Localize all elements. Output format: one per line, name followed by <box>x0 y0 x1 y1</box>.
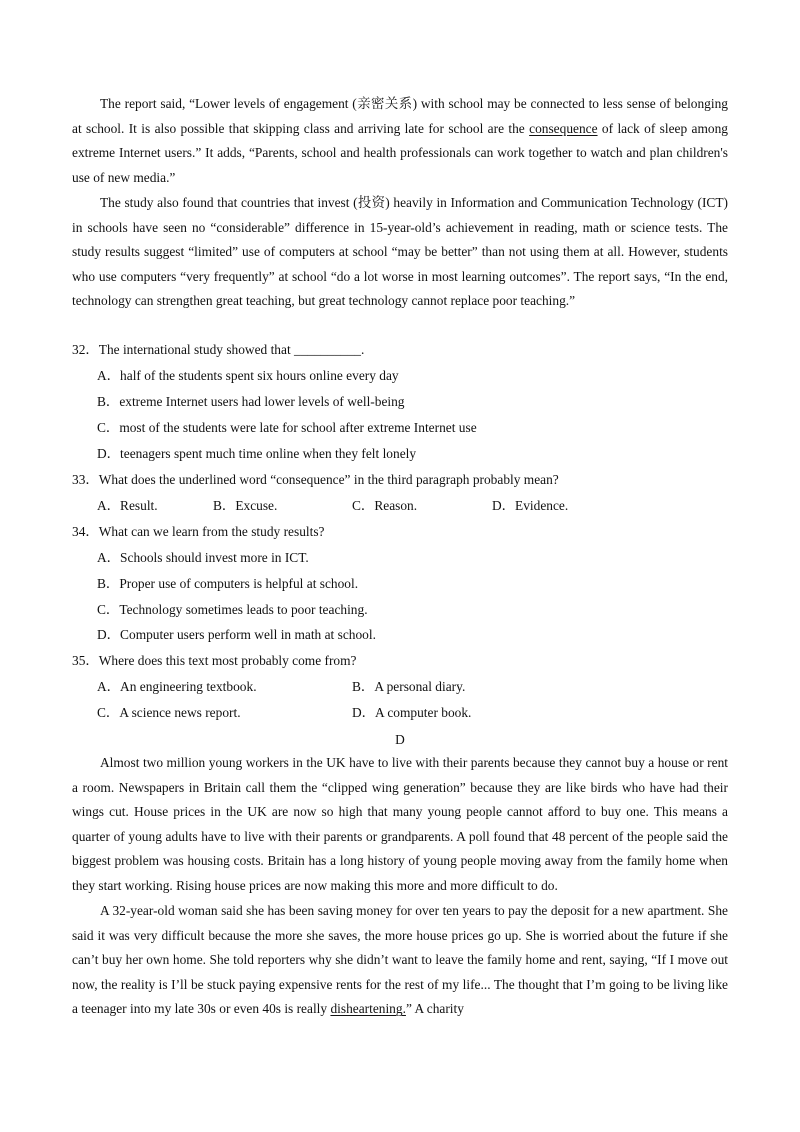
question-35-option-c: C．A science news report. <box>97 705 241 720</box>
question-33-option-c: C．Reason. <box>352 498 418 513</box>
passage-d-letter: D <box>395 732 405 747</box>
question-32-option-d: D．teenagers spent much time online when they felt lonely <box>97 446 417 461</box>
underlined-word-consequence: consequence <box>529 120 598 136</box>
question-34-option-a: A．Schools should invest more in ICT. <box>97 550 309 565</box>
question-33-option-d: D．Evidence. <box>492 498 569 513</box>
passage-d-paragraph-2: A 32-year-old woman said she has been saving money for over ten years to pay the deposit for a new apartment. She said it was very difficult because the more she saves, the more house prices go up. She is worried about the future if she can’t buy her own home. She told reporters why she didn’t want to leave the family home and rent, saying, “If I move out now, the reality is I’ll be stuck paying expensive rents for the rest of my life... The thought that I’m going to be living like a teenager into my late 30s or even 40s is really disheartening.” A charity <box>72 903 728 1017</box>
underlined-word-disheartening: disheartening. <box>330 1001 406 1017</box>
question-32-option-b: B．extreme Internet users had lower levels of well-being <box>97 394 405 409</box>
question-32: 32．The international study showed that __________. <box>72 342 365 357</box>
question-32-option-c: C．most of the students were late for school after extreme Internet use <box>97 420 477 435</box>
question-34-option-b: B．Proper use of computers is helpful at school. <box>97 576 359 591</box>
question-34-option-d: D．Computer users perform well in math at school. <box>97 627 376 642</box>
question-35-option-a: A．An engineering textbook. <box>97 679 257 694</box>
question-33-option-b: B．Excuse. <box>213 498 278 513</box>
question-32-option-a: A．half of the students spent six hours online every day <box>97 368 399 383</box>
passage-c-paragraph-3: The report said, “Lower levels of engagement (亲密关系) with school may be connected to less sense of belonging at school. It is also possible that skipping class and arriving late for school are the consequence of lack of sleep among extreme Internet users.” It adds, “Parents, school and health professionals can work together to watch and plan children's use of new media.” <box>72 96 728 185</box>
question-33: 33．What does the underlined word “consequence” in the third paragraph probably mean? <box>72 472 559 487</box>
question-33-option-a: A．Result. <box>97 498 158 513</box>
question-34: 34．What can we learn from the study results? <box>72 524 325 539</box>
question-35-option-b: B．A personal diary. <box>352 679 466 694</box>
question-35-option-d: D．A computer book. <box>352 705 472 720</box>
question-34-option-c: C．Technology sometimes leads to poor teaching. <box>97 602 368 617</box>
passage-c-paragraph-4: The study also found that countries that invest (投资) heavily in Information and Communication Technology (ICT) in schools have seen no “considerable” difference in 15-year-old’s achievement in reading, math or science tests. The study results suggest “limited” use of computers at school “may be better” than not using them at all. However, students who use computers “very frequently” at school “do a lot worse in most learning outcomes”. The report says, “In the end, technology can strengthen great teaching, but great technology cannot replace poor teaching.” <box>72 195 728 309</box>
passage-d-paragraph-1: Almost two million young workers in the UK have to live with their parents because they cannot buy a house or rent a room. Newspapers in Britain call them the “clipped wing generation” because they are like birds who have had their wings cut. House prices in the UK are now so high that many young people cannot afford to buy one. This means a quarter of young adults have to live with their parents or grandparents. A poll found that 48 percent of the people said the biggest problem was housing costs. Britain has a long history of young people moving away from the family home when they start working. Rising house prices are now making this more and more difficult to do. <box>72 755 728 893</box>
question-35: 35．Where does this text most probably come from? <box>72 653 357 668</box>
